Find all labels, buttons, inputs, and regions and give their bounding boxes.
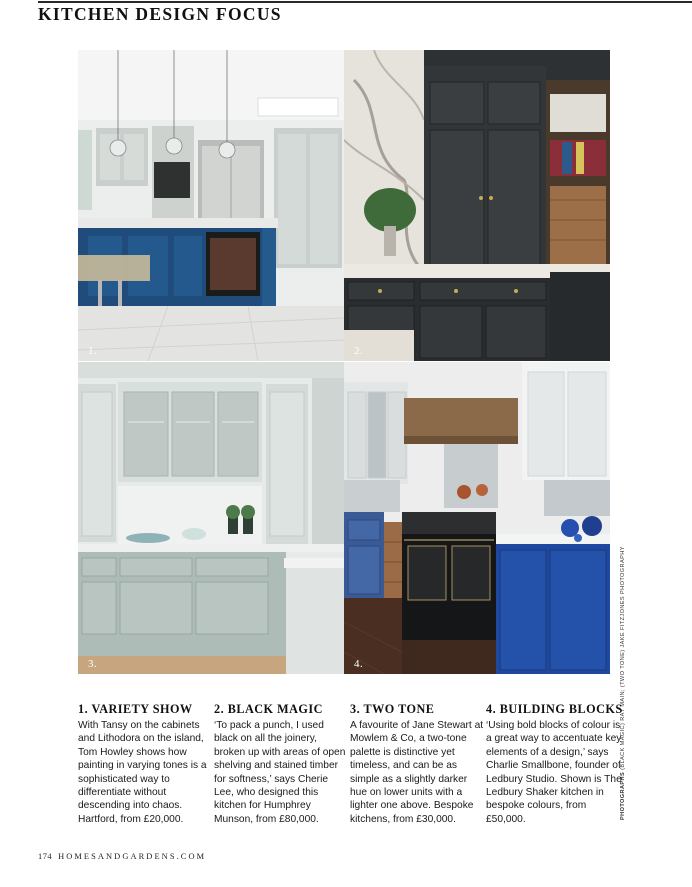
photo-credit-text: (BLACK MAGIC) RAY MAIN; (TWO TONE) JAKE FITZJONES PHOTOGRAPHY — [620, 546, 626, 770]
caption-black-magic — [214, 702, 350, 826]
caption-body: ‘To pack a punch, I used black on all the joinery, broken up with areas of open shelving and stained timber for softness,’ says Cherie Lee, who designed this kitchen for Humphrey Munson, from £80,000. — [214, 720, 346, 825]
page-number: 174 — [38, 852, 53, 861]
photo-number: 3. — [88, 658, 98, 670]
photo-number: 2. — [354, 345, 364, 357]
caption-body: With Tansy on the cabinets and Lithodora on the island, Tom Howley shows how painting in varying tones is a sophisticated way to differentiate without descending into chaos. Hartford, from £20,000. — [78, 720, 207, 825]
caption-title: 1. VARIETY SHOW — [78, 702, 193, 716]
caption-body: A favourite of Jane Stewart at Mowlem & Co, a two-tone palette is distinctive yet timeless, and can be as simple as a slightly darker hue on lower units with a lighter one above. Bespoke kitchens, from £30,000. — [350, 720, 484, 825]
photo-black-magic — [344, 50, 610, 361]
photo-variety-show-image — [78, 50, 344, 361]
top-rule — [38, 1, 692, 3]
publication-url: HOMESANDGARDENS.COM — [58, 852, 207, 861]
photo-credit-label: PHOTOGRAPHS — [620, 771, 626, 820]
photo-building-blocks-image — [344, 362, 610, 674]
caption-title: 4. BUILDING BLOCKS — [486, 702, 623, 716]
caption-body: ‘Using bold blocks of colour is a great way to accentuate key elements of a design,’ says Charlie Smallbone, founder of Ledbury Studio. Shown is The Ledbury Shaker kitchen in bespoke colours, from £50,000. — [486, 720, 622, 825]
photo-building-blocks — [344, 362, 610, 674]
photo-number: 1. — [88, 345, 98, 357]
photo-variety-show — [78, 50, 344, 361]
caption-title: 2. BLACK MAGIC — [214, 702, 323, 716]
photo-number: 4. — [354, 658, 364, 670]
photo-two-tone — [78, 362, 344, 674]
page-footer — [38, 852, 206, 861]
caption-variety-show — [78, 702, 214, 826]
caption-two-tone — [350, 702, 486, 826]
caption-building-blocks — [486, 702, 622, 826]
section-title: KITCHEN DESIGN FOCUS — [38, 4, 282, 24]
photo-black-magic-image — [344, 50, 610, 361]
photo-two-tone-image — [78, 362, 344, 674]
caption-title: 3. TWO TONE — [350, 702, 435, 716]
